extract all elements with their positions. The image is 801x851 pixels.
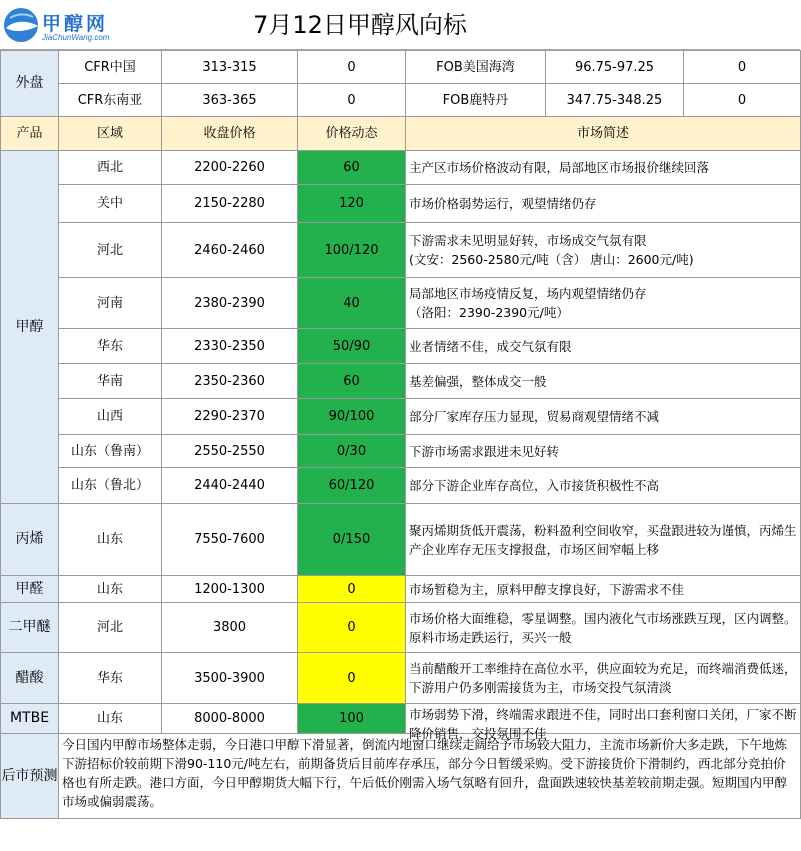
logo-url: JiaChunWang.com [42, 33, 110, 42]
column-header-row [1, 117, 801, 151]
region-cell: 河北 [59, 603, 162, 653]
comment-text: 局部地区市场疫情反复，场内观望情绪仍存 [409, 286, 647, 301]
change-cell: 0/30 [298, 435, 406, 468]
comment-text: 市场弱势下滑，终端需求跟进不佳，同时出口套利窗口关闭，厂家不断降价销售，交投氛围不佳 [409, 707, 797, 741]
comment-text: 业者情绪不佳，成交气氛有限 [409, 338, 572, 354]
region-cell: 山西 [59, 399, 162, 435]
methanol-row [1, 435, 801, 468]
comment-detail: （洛阳：2390-2390元/吨） [409, 305, 569, 320]
forecast-text: 今日国内甲醇市场整体走弱，今日港口甲醇下滑显著，倒流内地窗口继续走阔给予市场较大阻力，主流市场新价大多走跌，下午地炼下游招标价较前期下滑90-110元/吨左右，前期备货后目前库存承压，部分今日暂缓采购。受下游接货价下滑制约，西北部分竞拍价格也有所走跌。港口方面，今日甲醇期货大幅下行，午后低价刚需入场气氛略有回升，盘面跌速较快基差较前期走强。短期国内甲醇市场或偏弱震荡。 [62, 737, 788, 809]
comment-text: 聚丙烯期货低开震荡，粉料盈利空间收窄，买盘跟进较为谨慎，丙烯生产企业库存无压支撑报盘，市场区间窄幅上移 [409, 522, 797, 557]
product-row [1, 704, 801, 734]
external-left-name: CFR中国 [59, 51, 162, 84]
change-cell: 60 [298, 151, 406, 185]
comment-text: 下游需求未见明显好转，市场成交气氛有限 [409, 233, 647, 248]
comment-text: 主产区市场价格波动有限，局部地区市场报价继续回落 [409, 160, 710, 175]
external-left-price: 313-315 [162, 51, 298, 84]
comment-cell [406, 329, 801, 364]
change-cell: 50/90 [298, 329, 406, 364]
region-cell: 山东 [59, 576, 162, 603]
external-row [1, 84, 801, 117]
change-cell: 100/120 [298, 223, 406, 278]
comment-text: 市场价格大面维稳，零星调整。国内液化气市场涨跌互现，区内调整。原料市场走跌运行，买兴一般 [409, 610, 797, 645]
price-cell: 3500-3900 [162, 653, 298, 704]
comment-cell [406, 223, 801, 278]
region-cell: 河北 [59, 223, 162, 278]
product-label: 丙烯 [1, 504, 59, 576]
comment-cell [406, 278, 801, 329]
change-cell: 60/120 [298, 468, 406, 504]
region-cell: 山东 [59, 504, 162, 576]
methanol-row [1, 278, 801, 329]
region-cell: 河南 [59, 278, 162, 329]
change-cell: 120 [298, 185, 406, 223]
change-cell: 0 [298, 653, 406, 704]
methanol-row [1, 399, 801, 435]
header-price: 收盘价格 [162, 117, 298, 151]
price-cell: 3800 [162, 603, 298, 653]
globe-logo-icon [2, 6, 40, 44]
comment-cell [406, 435, 801, 468]
product-row [1, 603, 801, 653]
header-product: 产品 [1, 117, 59, 151]
comment-text: 部分厂家库存压力显现，贸易商观望情绪不减 [409, 409, 660, 424]
comment-text: 市场暂稳为主，原料甲醇支撑良好，下游需求不佳 [409, 581, 685, 597]
product-label: 甲醛 [1, 576, 59, 603]
price-cell: 2440-2440 [162, 468, 298, 504]
comment-cell [406, 704, 801, 741]
change-cell: 0 [298, 603, 406, 653]
comment-text: 部分下游企业库存高位，入市接货积极性不高 [409, 478, 660, 493]
external-right-change: 0 [684, 51, 801, 84]
price-cell: 2290-2370 [162, 399, 298, 435]
price-cell: 8000-8000 [162, 704, 298, 734]
comment-cell [406, 603, 801, 653]
comment-text: 市场价格弱势运行，观望情绪仍存 [409, 196, 597, 211]
header-comment: 市场简述 [406, 117, 801, 151]
methanol-row [1, 468, 801, 504]
region-cell: 关中 [59, 185, 162, 223]
report-header [0, 0, 800, 50]
price-cell: 2460-2460 [162, 223, 298, 278]
external-right-change: 0 [684, 84, 801, 117]
comment-text: 当前醋酸开工率维持在高位水平，供应面较为充足，而终端消费低迷，下游用户仍多刚需接货为主，市场交投气氛清淡 [409, 661, 797, 695]
region-cell: 山东 [59, 704, 162, 734]
methanol-row [1, 151, 801, 185]
external-left-price: 363-365 [162, 84, 298, 117]
external-left-change: 0 [298, 84, 406, 117]
region-cell: 华南 [59, 364, 162, 399]
product-label: MTBE [1, 704, 59, 734]
price-cell: 2150-2280 [162, 185, 298, 223]
price-cell: 2380-2390 [162, 278, 298, 329]
region-cell: 华东 [59, 329, 162, 364]
methanol-row [1, 223, 801, 278]
header-change: 价格动态 [298, 117, 406, 151]
logo-name: 甲醇网 [42, 13, 109, 35]
comment-cell [406, 185, 801, 223]
price-table [0, 50, 801, 819]
region-cell: 山东（鲁北） [59, 468, 162, 504]
region-cell: 山东（鲁南） [59, 435, 162, 468]
forecast-label: 后市预测 [1, 734, 59, 819]
external-label: 外盘 [1, 51, 59, 117]
change-cell: 0/150 [298, 504, 406, 576]
region-cell: 西北 [59, 151, 162, 185]
methanol-row [1, 329, 801, 364]
product-row [1, 504, 801, 576]
change-cell: 90/100 [298, 399, 406, 435]
price-cell: 1200-1300 [162, 576, 298, 603]
header-region: 区域 [59, 117, 162, 151]
product-label: 二甲醚 [1, 603, 59, 653]
external-right-name: FOB鹿特丹 [406, 84, 546, 117]
page-title: 7月12日甲醇风向标 [253, 11, 467, 39]
change-cell: 0 [298, 576, 406, 603]
comment-cell [406, 504, 801, 576]
forecast-cell [59, 734, 801, 819]
comment-detail: (文安：2560-2580元/吨（含） 唐山：2600元/吨) [409, 252, 694, 267]
methanol-row [1, 364, 801, 399]
comment-cell [406, 576, 801, 603]
site-logo[interactable] [2, 6, 120, 46]
price-cell: 2350-2360 [162, 364, 298, 399]
external-right-price: 347.75-348.25 [546, 84, 684, 117]
forecast-row [1, 734, 801, 819]
change-cell: 40 [298, 278, 406, 329]
product-row [1, 653, 801, 704]
external-right-price: 96.75-97.25 [546, 51, 684, 84]
methanol-label: 甲醇 [1, 151, 59, 504]
external-right-name: FOB美国海湾 [406, 51, 546, 84]
comment-cell [406, 653, 801, 704]
comment-cell [406, 399, 801, 435]
price-cell: 2200-2260 [162, 151, 298, 185]
external-left-name: CFR东南亚 [59, 84, 162, 117]
product-label: 醋酸 [1, 653, 59, 704]
price-cell: 2550-2550 [162, 435, 298, 468]
price-cell: 2330-2350 [162, 329, 298, 364]
comment-cell [406, 364, 801, 399]
comment-text: 基差偏强，整体成交一般 [409, 373, 547, 389]
change-cell: 100 [298, 704, 406, 734]
region-cell: 华东 [59, 653, 162, 704]
comment-text: 下游市场需求跟进未见好转 [409, 443, 560, 459]
product-row [1, 576, 801, 603]
comment-cell [406, 151, 801, 185]
external-row [1, 51, 801, 84]
comment-cell [406, 468, 801, 504]
change-cell: 60 [298, 364, 406, 399]
price-cell: 7550-7600 [162, 504, 298, 576]
methanol-row [1, 185, 801, 223]
external-left-change: 0 [298, 51, 406, 84]
